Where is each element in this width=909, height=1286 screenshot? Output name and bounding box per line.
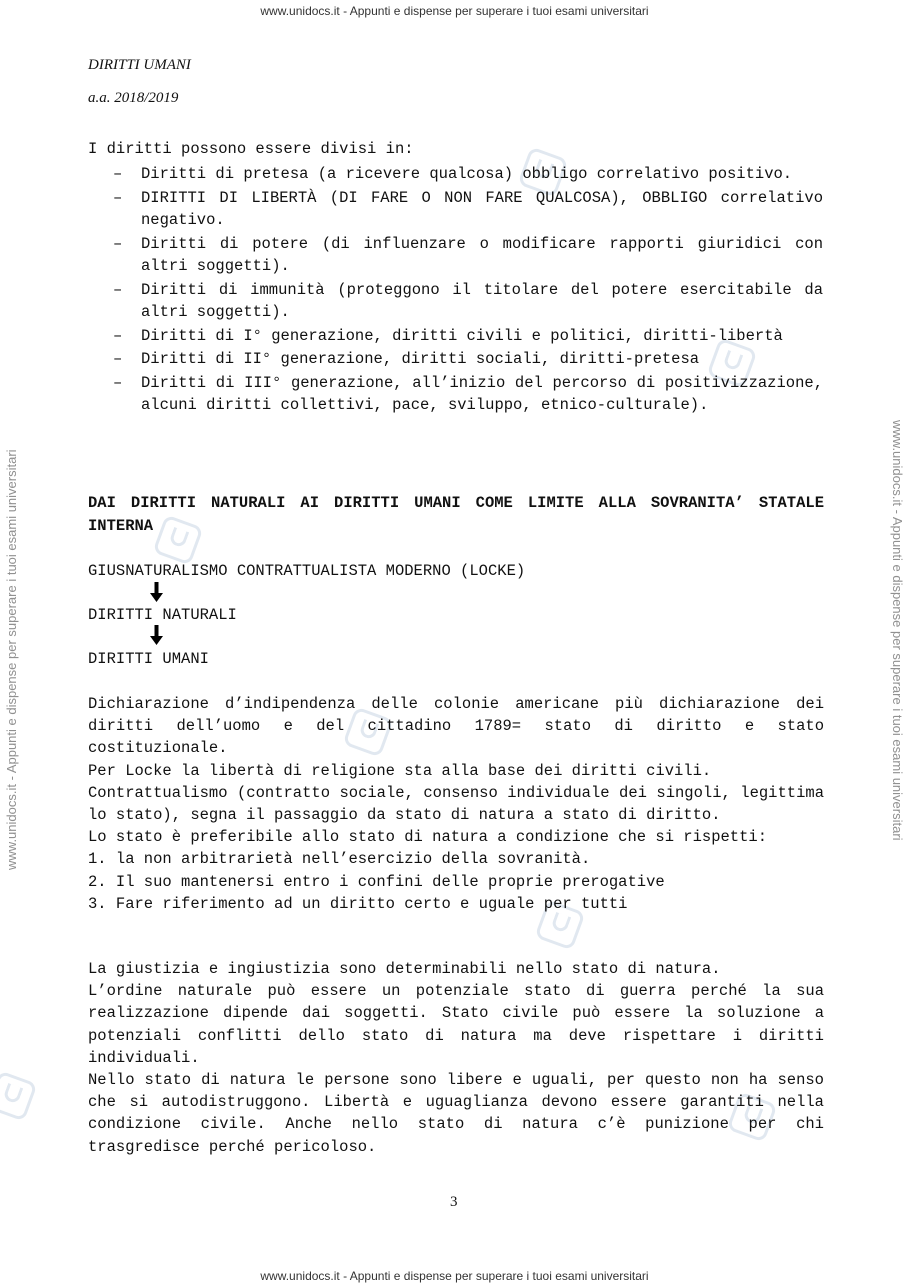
- body-section-2: [88, 958, 824, 1158]
- paragraph: 1. la non arbitrarietà nell’esercizio della sovranità.: [88, 850, 591, 869]
- down-arrow-icon: [150, 582, 163, 602]
- paragraph: La giustizia e ingiustizia sono determinabili nello stato di natura.: [88, 960, 721, 978]
- list-item: – Diritti di I° generazione, diritti civili e politici, diritti-libertà: [113, 325, 823, 348]
- paragraph: 3. Fare riferimento ad un diritto certo e uguale per tutti: [88, 894, 628, 913]
- rights-list: [113, 163, 823, 418]
- list-item: – Diritti di potere (di influenzare o modificare rapporti giuridici con altri soggetti).: [113, 233, 823, 278]
- watermark-top-banner: www.unidocs.it - Appunti e dispense per superare i tuoi esami universitari: [260, 4, 649, 18]
- paragraph: Dichiarazione d’indipendenza delle colonie americane più dichiarazione dei diritti dell’uomo e del cittadino 1789= stato di diritto e stato costituzionale.: [88, 695, 824, 758]
- list-item: – Diritti di III° generazione, all’inizio del percorso di positivizzazione, alcuni diritti collettivi, pace, sviluppo, etnico-culturale).: [113, 372, 823, 417]
- down-arrow-icon: [150, 625, 163, 645]
- paragraph: Nello stato di natura le persone sono libere e uguali, per questo non ha senso che si autodistruggono. Libertà e uguaglianza devono essere garantiti nella condizione civile. Anche nello stato di natura c’è punizione per chi trasgredisce perché pericoloso.: [88, 1071, 824, 1156]
- page-number: 3: [450, 1194, 458, 1210]
- watermark-left-banner: www.unidocs.it - Appunti e dispense per superare i tuoi esami universitari: [4, 449, 19, 870]
- academic-year: a.a. 2018/2019: [88, 90, 179, 106]
- body-section-1: [88, 693, 824, 915]
- paragraph: L’ordine naturale può essere un potenziale stato di guerra perché la sua realizzazione dipende dai soggetti. Stato civile può essere la soluzione a potenziali conflitti dello stato di natura ma deve rispettare i diritti individuali.: [88, 982, 824, 1067]
- intro-text: I diritti possono essere divisi in:: [88, 140, 414, 158]
- document-title: DIRITTI UMANI: [88, 57, 191, 73]
- flow-step-diritti-naturali: DIRITTI NATURALI: [88, 606, 237, 624]
- list-item: – Diritti di pretesa (a ricevere qualcosa) obbligo correlativo positivo.: [113, 163, 823, 186]
- section-heading: DAI DIRITTI NATURALI AI DIRITTI UMANI COME LIMITE ALLA SOVRANITA’ STATALE INTERNA: [88, 494, 824, 535]
- watermark-right-banner: www.unidocs.it - Appunti e dispense per superare i tuoi esami universitari: [890, 420, 905, 841]
- list-item: – Diritti di immunità (proteggono il titolare del potere esercitabile da altri soggetti).: [113, 279, 823, 324]
- paragraph: Per Locke la libertà di religione sta alla base dei diritti civili.: [88, 761, 712, 780]
- paragraph: Lo stato è preferibile allo stato di natura a condizione che si rispetti:: [88, 828, 768, 847]
- list-item: – Diritti di II° generazione, diritti sociali, diritti-pretesa: [113, 348, 823, 371]
- flow-step-giusnaturalismo: GIUSNATURALISMO CONTRATTUALISTA MODERNO (LOCKE): [88, 562, 526, 580]
- paragraph: Contrattualismo (contratto sociale, consenso individuale dei singoli, legittima lo stato), segna il passaggio da stato di natura a stato di diritto.: [88, 783, 824, 825]
- list-item: – DIRITTI DI LIBERTÀ (DI FARE O NON FARE QUALCOSA), OBBLIGO correlativo negativo.: [113, 187, 823, 232]
- flow-step-diritti-umani: DIRITTI UMANI: [88, 650, 209, 668]
- unidocs-logo-icon: [0, 1070, 38, 1121]
- watermark-bottom-banner: www.unidocs.it - Appunti e dispense per superare i tuoi esami universitari: [260, 1269, 649, 1283]
- paragraph: 2. Il suo mantenersi entro i confini delle proprie prerogative: [88, 872, 665, 891]
